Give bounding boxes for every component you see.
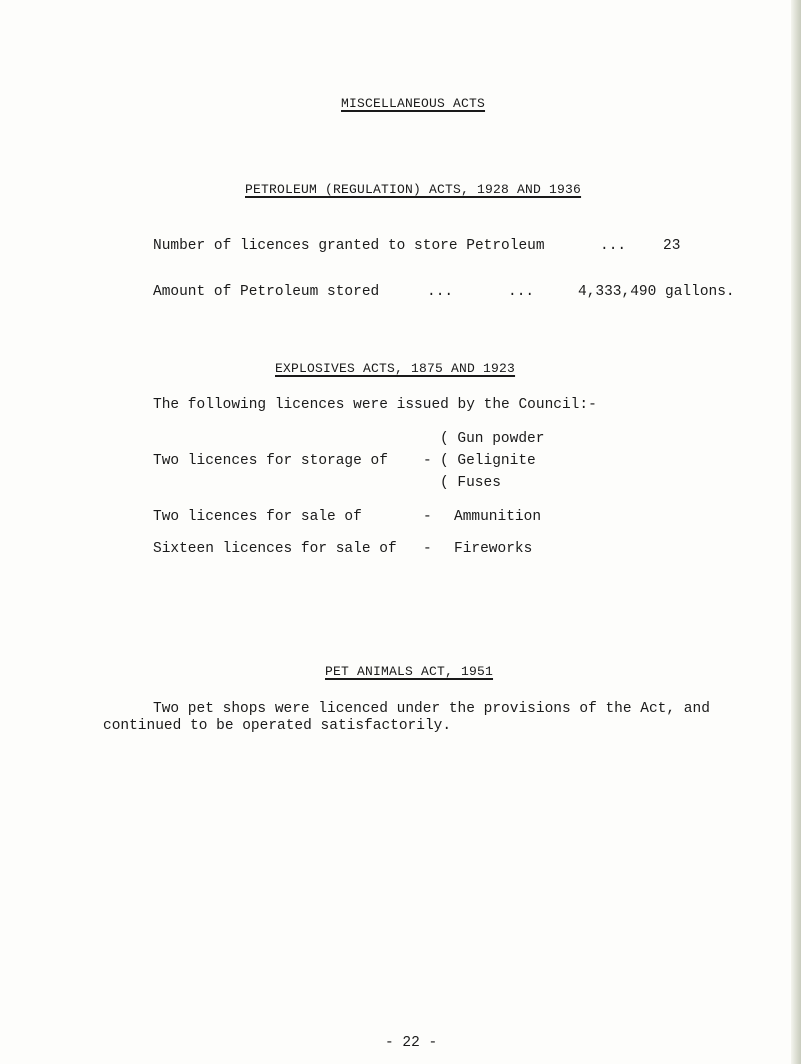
sale-item: Ammunition bbox=[454, 509, 542, 525]
explosive-item: ( Gelignite bbox=[440, 453, 536, 469]
petroleum-heading: PETROLEUM (REGULATION) ACTS, 1928 AND 1936 bbox=[245, 182, 582, 197]
petroleum-licences-dots: ... bbox=[600, 238, 627, 254]
explosive-item: ( Gun powder bbox=[440, 431, 545, 447]
storage-licences-label: Two licences for storage of bbox=[153, 453, 388, 469]
petroleum-amount-dots: ... bbox=[508, 284, 535, 300]
petroleum-amount-dots: ... bbox=[427, 284, 454, 300]
petroleum-licences-value: 23 bbox=[663, 238, 681, 254]
page-edge-shadow bbox=[791, 0, 801, 1064]
pet-animals-paragraph-line: continued to be operated satisfactorily. bbox=[103, 718, 452, 734]
explosives-intro: The following licences were issued by the Council:- bbox=[153, 397, 597, 413]
page-title: MISCELLANEOUS ACTS bbox=[341, 96, 486, 111]
explosives-heading: EXPLOSIVES ACTS, 1875 AND 1923 bbox=[275, 361, 516, 376]
sale-dash: - bbox=[423, 509, 432, 525]
pet-animals-heading: PET ANIMALS ACT, 1951 bbox=[325, 664, 494, 679]
sixteen-licences-label: Sixteen licences for sale of bbox=[153, 541, 397, 557]
explosive-item: ( Fuses bbox=[440, 475, 501, 491]
sale-licences-label: Two licences for sale of bbox=[153, 509, 362, 525]
sixteen-dash: - bbox=[423, 541, 432, 557]
page-number: - 22 - bbox=[385, 1035, 438, 1051]
pet-animals-paragraph-line: Two pet shops were licenced under the provisions of the Act, and bbox=[153, 701, 710, 717]
petroleum-amount-value: 4,333,490 gallons. bbox=[578, 284, 735, 300]
petroleum-licences-label: Number of licences granted to store Petroleum bbox=[153, 238, 545, 254]
storage-dash: - bbox=[423, 453, 432, 469]
sixteen-item: Fireworks bbox=[454, 541, 533, 557]
petroleum-amount-label: Amount of Petroleum stored bbox=[153, 284, 380, 300]
